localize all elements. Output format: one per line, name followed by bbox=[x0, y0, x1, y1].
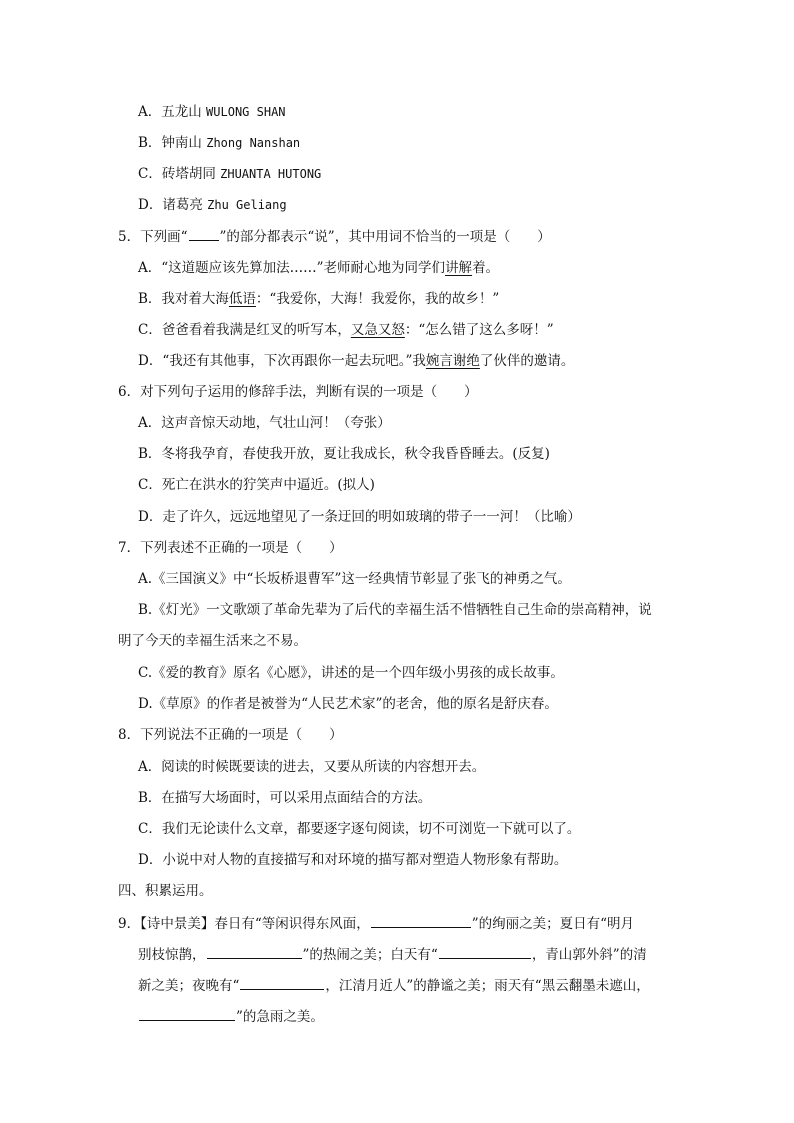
q6-option-c: C．死亡在洪水的狞笑声中逼近。(拟人) bbox=[138, 477, 375, 493]
q7-option-d: D.《草原》的作者是被誉为“人民艺术家”的老舍，他的原名是舒庆春。 bbox=[138, 696, 558, 712]
q4-option-c bbox=[138, 164, 321, 184]
q5-option-b bbox=[138, 289, 499, 309]
q4-option-c-latin: ZHUANTA HUTONG bbox=[220, 167, 322, 181]
q9-line4 bbox=[138, 1006, 324, 1027]
q6-option-b: B．冬将我孕育，春使我开放，夏让我成长，秋令我昏昏睡去。(反复) bbox=[138, 446, 550, 462]
q5-option-c-pre: C．爸爸看着我满是红叉的听写本， bbox=[138, 322, 351, 338]
q9-line3-a: 新之美；夜晚有“ bbox=[138, 978, 240, 994]
q5-option-a bbox=[138, 258, 499, 278]
q6-option-d: D．走了许久，远远地望见了一条迂回的明如玻璃的带子一一河！（比喻） bbox=[138, 509, 581, 525]
q5-option-d-pre: D．“我还有其他事，下次再跟你一起去玩吧。”我 bbox=[138, 353, 426, 369]
q9-line3-b: ，江清月近人”的静谧之美；雨天有“黑云翻墨未遮山， bbox=[325, 978, 650, 994]
q5-option-b-underlined: 低语 bbox=[228, 291, 256, 307]
q4-option-a-text: A．五龙山 bbox=[138, 104, 207, 120]
q9-line2-b: ”的热闹之美；白天有“ bbox=[302, 947, 438, 963]
q9-blank-3[interactable] bbox=[439, 944, 531, 959]
q8-option-d: D．小说中对人物的直接描写和对环境的描写都对塑造人物形象有帮助。 bbox=[138, 852, 568, 868]
q4-option-b-text: B．钟南山 bbox=[138, 135, 207, 151]
q4-option-b bbox=[138, 133, 300, 153]
q4-option-a bbox=[138, 102, 286, 122]
q4-option-d-text: D．诸葛亮 bbox=[138, 197, 208, 213]
q7-option-b-line1: B.《灯光》一文歌颂了革命先辈为了后代的幸福生活不惜牺牲自己生命的崇高精神，说 bbox=[138, 602, 652, 618]
q4-option-c-text: C．砖塔胡同 bbox=[138, 166, 221, 182]
q5-option-d-underlined: 婉言谢绝 bbox=[425, 353, 480, 369]
q9-line2 bbox=[138, 944, 647, 965]
q5-option-a-underlined: 讲解 bbox=[445, 260, 473, 276]
q5-option-a-pre: A．“这道题应该先算加法……”老师耐心地为同学们 bbox=[138, 260, 446, 276]
q9-line2-a: 别枝惊鹊， bbox=[138, 947, 206, 963]
q8-option-a: A．阅读的时候既要读的进去，又要从所读的内容想开去。 bbox=[138, 759, 486, 775]
q9-line1-b: ”的绚丽之美；夏日有“明月 bbox=[471, 916, 635, 932]
q5-option-c bbox=[138, 320, 554, 340]
q8-option-c: C．我们无论读什么文章，都要逐字逐句阅读，切不可浏览一下就可以了。 bbox=[138, 821, 581, 837]
q9-blank-5[interactable] bbox=[139, 1006, 235, 1021]
q5-option-a-post: 着。 bbox=[472, 260, 500, 276]
q5-stem-b: ”的部分都表示“说”，其中用词不恰当的一项是（ ） bbox=[219, 229, 551, 245]
q9-line1-a: 9．【诗中景美】春日有“等闲识得东风面， bbox=[118, 916, 370, 932]
section-heading: 四、积累运用。 bbox=[118, 883, 213, 899]
q6-stem: 6．对下列句子运用的修辞手法，判断有误的一项是（ ） bbox=[118, 384, 478, 400]
q9-line4-b: ”的急雨之美。 bbox=[236, 1009, 324, 1025]
q5-option-d-post: 了伙伴的邀请。 bbox=[479, 353, 575, 369]
q4-option-d-latin: Zhu Geliang bbox=[207, 198, 287, 212]
q5-stem-blank bbox=[189, 226, 219, 241]
q9-blank-4[interactable] bbox=[240, 975, 324, 990]
q5-option-c-post: ：“怎么错了这么多呀！” bbox=[404, 322, 554, 338]
q5-option-c-underlined: 又急又怒 bbox=[350, 322, 405, 338]
q9-line2-c: ，青山郭外斜”的清 bbox=[531, 947, 647, 963]
q9-blank-1[interactable] bbox=[371, 913, 471, 928]
q5-stem-a: 5．下列画“ bbox=[118, 229, 188, 245]
q4-option-d bbox=[138, 195, 287, 215]
q8-stem: 8．下列说法不正确的一项是（ ） bbox=[118, 727, 343, 743]
q7-option-a: A.《三国演义》中“长坂桥退曹军”这一经典情节彰显了张飞的神勇之气。 bbox=[138, 571, 571, 587]
q4-option-a-latin: WULONG SHAN bbox=[206, 105, 286, 119]
q6-option-a: A．这声音惊天动地，气壮山河！（夸张） bbox=[138, 415, 391, 431]
q9-line1 bbox=[118, 913, 634, 934]
q9-line3 bbox=[138, 975, 650, 996]
q5-stem bbox=[118, 226, 551, 247]
q9-blank-2[interactable] bbox=[207, 944, 302, 959]
q7-option-b-line2: 明了今天的幸福生活来之不易。 bbox=[118, 633, 307, 649]
q5-option-b-pre: B．我对着大海 bbox=[138, 291, 229, 307]
q5-option-b-post: ：“我爱你，大海！我爱你，我的故乡！” bbox=[255, 291, 500, 307]
q4-option-b-latin: Zhong Nanshan bbox=[206, 136, 301, 150]
q5-option-d bbox=[138, 351, 574, 371]
q7-stem: 7．下列表述不正确的一项是（ ） bbox=[118, 540, 343, 556]
q8-option-b: B．在描写大场面时，可以采用点面结合的方法。 bbox=[138, 790, 432, 806]
q7-option-c: C.《爱的教育》原名《心愿》，讲述的是一个四年级小男孩的成长故事。 bbox=[138, 665, 564, 681]
